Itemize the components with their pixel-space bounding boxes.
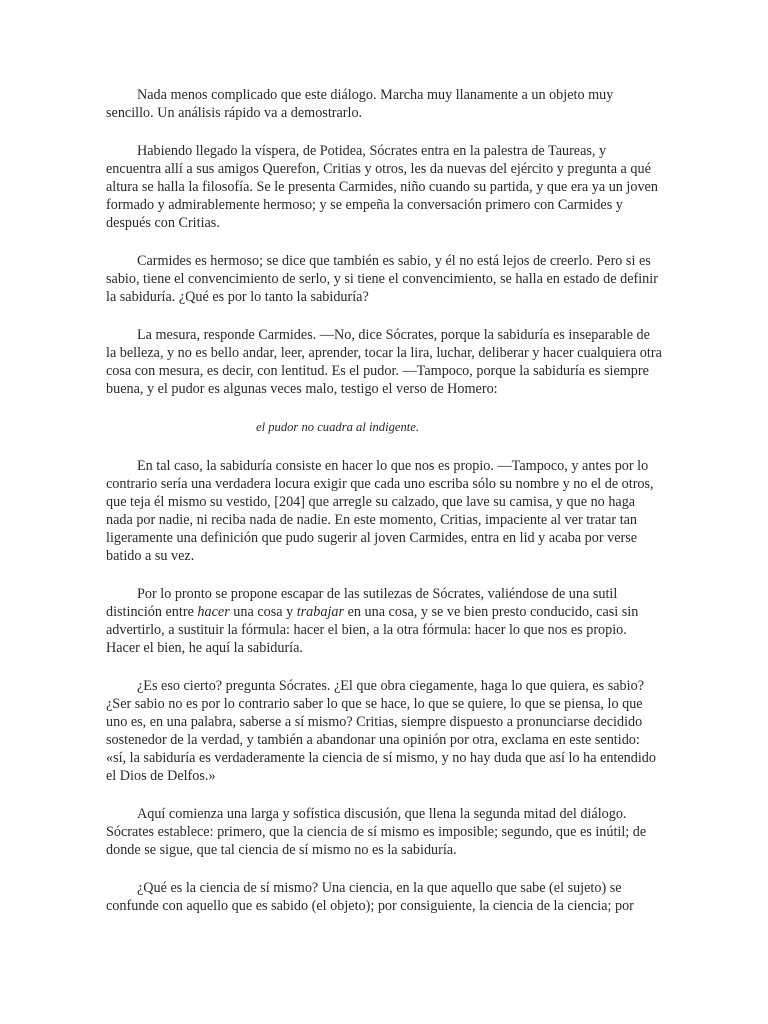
paragraph-hacer-el-bien xyxy=(106,585,662,657)
paragraph-sujeto-objeto: ¿Qué es la ciencia de sí mismo? Una ciencia, en la que aquello que sabe (el sujeto) se confunde con aquello que es sabido (el objeto); por consiguiente, la ciencia de la ciencia; por xyxy=(106,880,634,914)
paragraph-discusion: Aquí comienza una larga y sofística discusión, que llena la segunda mitad del diálogo. Sócrates establece: primero, que la ciencia de sí mismo es imposible; segundo, que es inútil; de donde se sigue, que tal ciencia de sí mismo no es la sabiduría. xyxy=(106,806,647,858)
paragraph-mesura: La mesura, responde Carmides. —No, dice Sócrates, porque la sabiduría es inseparable de la belleza, y no es bello andar, leer, aprender, tocar la lira, luchar, deliberar y hacer cualquiera otra cosa con mesura, es decir, con lentitud. Es el pudor. —Tampoco, porque la sabiduría es siempre buena, y el pudor es algunas veces malo, testigo el verso de Homero: xyxy=(106,327,662,397)
paragraph-setting: Habiendo llegado la víspera, de Potidea, Sócrates entra en la palestra de Taureas, y encuentra allí a sus amigos Querefon, Critias y otros, les da nuevas del ejército y pregunta a qué altura se halla la filosofía. Se le presenta Carmides, niño cuando su partida, y que era ya un joven formado y admirablemente hermoso; y se empeña la conversación primero con Carmides y después con Critias. xyxy=(106,143,658,231)
emphasis-hacer: hacer xyxy=(197,604,230,620)
document-page xyxy=(106,86,662,915)
paragraph-6-part-1: Por lo pronto se propone escapar de las sutilezas de Sócrates, valiéndose de una sutil distinción entre xyxy=(106,586,618,620)
paragraph-intro: Nada menos complicado que este diálogo. Marcha muy llanamente a un objeto muy sencillo. Un análisis rápido va a demostrarlo. xyxy=(106,87,614,121)
paragraph-hacer-lo-propio: En tal caso, la sabiduría consiste en hacer lo que nos es propio. —Tampoco, y antes por lo contrario sería una verdadera locura exigir que cada uno escriba sólo su nombre y no el de otros, que teja él mismo su vestido, [204] que arregle su calzado, que lave su camisa, y que no haga nada por nadie, ni reciba nada de nadie. En este momento, Critias, impaciente al ver tratar tan ligeramente una definición que pudo sugerir al joven Carmides, entra en lid y acaba por verse batido a su vez. xyxy=(106,458,654,564)
homer-quote: el pudor no cuadra al indigente. xyxy=(256,420,419,434)
emphasis-trabajar: trabajar xyxy=(296,604,345,620)
paragraph-ciencia-de-si: ¿Es eso cierto? pregunta Sócrates. ¿El que obra ciegamente, haga lo que quiera, es sabio? ¿Ser sabio no es por lo contrario saber lo que se hace, lo que se quiere, lo que se piensa, lo que uno es, en una palabra, saberse a sí mismo? Critias, siempre dispuesto a pronunciarse decidido sostenedor de la verdad, y también a abandonar una opinión por otra, exclama en este sentido: «sí, la sabiduría es verdaderamente la ciencia de sí mismo, y no hay duda que así lo ha entendido el Dios de Delfos.» xyxy=(106,678,656,784)
paragraph-carmides-wisdom: Carmides es hermoso; se dice que también es sabio, y él no está lejos de creerlo. Pero si es sabio, tiene el convencimiento de serlo, y si tiene el convencimiento, se halla en estado de definir la sabiduría. ¿Qué es por lo tanto la sabiduría? xyxy=(106,253,658,305)
paragraph-6-part-2: una cosa y xyxy=(229,604,297,620)
paragraph-6-part-3: en una cosa, y se ve bien presto conducido, casi sin advertirlo, a sustituir la fórmula: hacer el bien, a la otra fórmula: hacer lo que nos es propio. Hacer el bien, he aquí la sabiduría. xyxy=(106,604,639,656)
